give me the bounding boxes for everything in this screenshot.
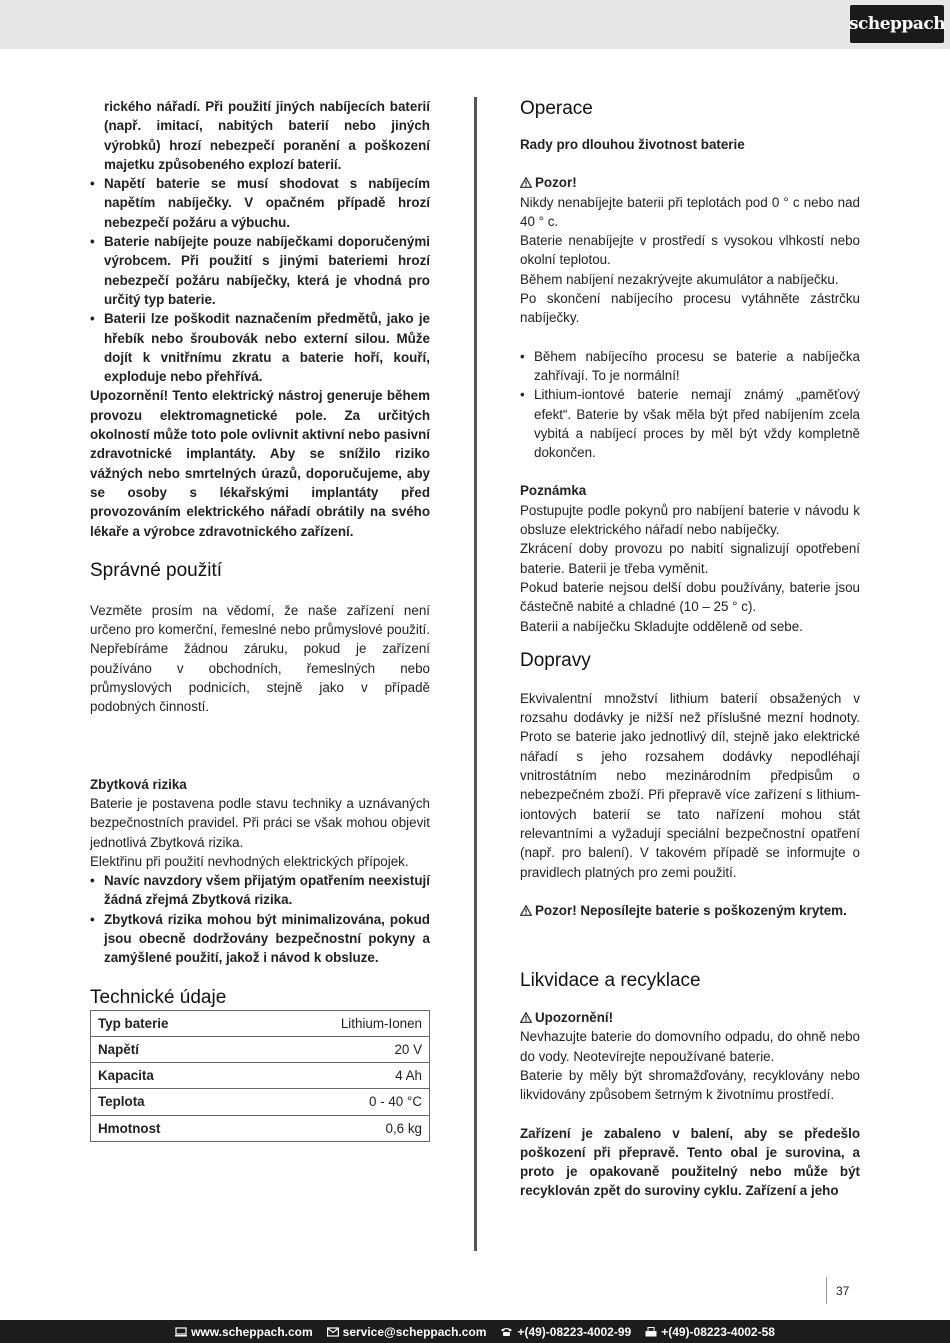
heading-technical-data: Technické údaje — [90, 986, 227, 1008]
footer-web[interactable]: www.scheppach.com — [175, 1325, 313, 1339]
page-number-rule — [826, 1277, 827, 1304]
heading-intended-use: Správné použití — [90, 559, 223, 581]
warning-triangle-icon — [520, 177, 532, 188]
residual-risks-list — [90, 871, 430, 967]
table-cell-value: 0 - 40 °C — [250, 1089, 430, 1115]
page-number: 37 — [836, 1284, 850, 1298]
table-cell-key: Hmotnost — [91, 1115, 250, 1141]
list-item: • Baterie nabíjejte pouze nabíječkami doporučenými výrobcem. Při použití s jinými bateriemi hrozí nebezpečí požáru nabíječky, která je vhodná pro určitý typ baterie. — [90, 232, 430, 309]
note-text: Zkrácení doby provozu po nabití signalizují opotřebení baterie. Baterii je třeba vyměnit. — [520, 541, 860, 576]
table-cell-value: 4 Ah — [250, 1063, 430, 1089]
heading-disposal: Likvidace a recyklace — [520, 970, 701, 992]
note-text: Postupujte podle pokynů pro nabíjení baterie v návodu k obsluze elektrického nářadí nebo nabíječky. — [520, 502, 860, 538]
table-row — [91, 1063, 430, 1089]
residual-risks-text-2: Elektřinu při použití nevhodných elektrických přípojek. — [90, 853, 409, 869]
note-label: Poznámka — [520, 483, 587, 499]
packaging-text: Zařízení je zabaleno v balení, aby se předešlo poškození při přepravě. Tento obal je surovina, a proto je opakovaně použitelný nebo může být recyklován zpět do suroviny cyklu. Zařízení a jeho — [520, 1125, 860, 1199]
header-bar — [0, 0, 950, 49]
warning-triangle-icon — [520, 1012, 532, 1023]
list-item: • Navíc navzdory všem přijatým opatřením neexistují žádná zřejmá Zbytková rizika. — [90, 871, 430, 910]
emf-warning: Upozornění! Tento elektrický nástroj generuje během provozu elektromagnetické pole. Za určitých okolností může toto pole ovlivnit aktivní nebo pasivní zdravotnické implantáty. Aby se snížilo riziko vážných nebo smrtelných úrazů, doporučujeme, aby se osoby s lékařskými implantáty před provozováním elektrického nářadí obrátily na svého lékaře a výrobce zdravotnického zařízení. — [90, 388, 431, 539]
email-icon — [327, 1327, 339, 1337]
caution-label: Pozor! — [520, 173, 860, 192]
table-cell-key: Teplota — [91, 1089, 250, 1115]
operation-text: Baterie nenabíjejte v prostředí s vysokou vlhkostí nebo okolní teplotou. — [520, 233, 860, 268]
table-row — [91, 1010, 430, 1036]
footer-phone[interactable]: +(49)-08223-4002-99 — [500, 1325, 631, 1339]
operation-bullet-list — [520, 347, 860, 463]
table-row — [91, 1036, 430, 1062]
brand-logo: scheppach — [850, 5, 944, 43]
right-column — [520, 97, 860, 1201]
heading-residual-risks: Zbytková rizika — [90, 776, 187, 792]
table-cell-value: 0,6 kg — [250, 1115, 430, 1141]
disposal-text: Nevhazujte baterie do domovního odpadu, do ohně nebo do vody. Neotevírejte nepoužívané baterie. — [520, 1029, 860, 1064]
list-item: • Baterii lze poškodit naznačením předmětů, jako je hřebík nebo šroubovák nebo externí silou. Může dojít k vnitřnímu zkratu a baterie hoří, kouří, exploduje nebo přehřívá. — [90, 309, 430, 386]
operation-text: Nikdy nenabíjejte baterii při teplotách pod 0 ° c nebo nad 40 ° c. — [520, 194, 860, 229]
disposal-text: Baterie by měly být shromažďovány, recyklovány nebo likvidovány způsobem šetrným k životnímu prostředí. — [520, 1067, 860, 1103]
residual-risks-text: Baterie je postavena podle stavu techniky a uznávaných bezpečnostních pravidel. Při práci se však mohou objevit jednotlivá Zbytková rizika. — [90, 795, 430, 850]
footer-email[interactable]: service@scheppach.com — [327, 1325, 487, 1339]
list-item: • Napětí baterie se musí shodovat s nabíjecím napětím nabíječky. V opačném případě hrozí nebezpečí požáru a výbuchu. — [90, 174, 430, 232]
technical-data-table — [90, 1010, 430, 1142]
battery-tips-subheading: Rady pro dlouhou životnost baterie — [520, 137, 745, 152]
intro-continuation: rického nářadí. Při použití jiných nabíjecích baterií (např. imitací, nabitých baterií nebo jiných výrobků) hrozí nebezpečí poranění a poškození majetku způsobeného explozí baterií. — [104, 99, 430, 172]
notice-label: Upozornění! — [520, 1008, 860, 1027]
footer-bar — [0, 1320, 950, 1343]
column-divider — [474, 97, 477, 1251]
table-row — [91, 1115, 430, 1141]
left-column — [90, 97, 430, 1142]
table-cell-value: 20 V — [250, 1036, 430, 1062]
list-item: • Lithium-iontové baterie nemají známý „paměťový efekt“. Baterie by však měla být před nabíjením zcela vybitá a nabíjecí proces by měl být vždy kompletně dokončen. — [520, 385, 860, 462]
fax-icon — [645, 1327, 657, 1337]
phone-icon — [500, 1327, 513, 1337]
heading-operation: Operace — [520, 98, 593, 119]
transport-text: Ekvivalentní množství lithium baterií obsažených v rozsahu dodávky je nižší než příslušné mezní hodnoty. Proto se baterie jako jednotlivý díl, stejně jako elektrické nářadí s jeho rozsahem dodávky nepodléhají vnitrostátním nebo mezinárodním předpisům o nebezpečném zboží. Při přepravě více zařízení s lithium-iontových baterií se tato nařízení mohou stát relevantními a vyžadují speciální bezpečnostní opatření (např. pro balení). V takovém případě se informujte o pravidlech platných pro zemi použití. — [520, 690, 860, 880]
table-cell-key: Typ baterie — [91, 1010, 250, 1036]
safety-bullet-list — [90, 174, 430, 386]
warning-triangle-icon — [520, 905, 532, 916]
operation-text: Během nabíjení nezakrývejte akumulátor a nabíječku. — [520, 271, 839, 287]
note-text: Pokud baterie nejsou delší dobu používány, baterie jsou částečně nabité a chladné (10 – 25 ° c). — [520, 579, 860, 615]
intended-use-text: Vezměte prosím na vědomí, že naše zařízení není určeno pro komerční, řemeslné nebo průmyslové použití. Nepřebíráme žádnou záruku, pokud je zařízení používáno v obchodních, řemeslných nebo průmyslových podnicích, stejně jako v případě podobných činností. — [90, 602, 430, 715]
table-cell-value: Lithium-Ionen — [250, 1010, 430, 1036]
list-item: • Během nabíjecího procesu se baterie a nabíječka zahřívají. To je normální! — [520, 347, 860, 386]
footer-fax[interactable]: +(49)-08223-4002-58 — [645, 1325, 775, 1339]
list-item: • Zbytková rizika mohou být minimalizována, pokud jsou obecně dodržovány bezpečnostní pokyny a zamýšlené použití, jakož i návod k obsluze. — [90, 910, 430, 968]
note-text: Baterii a nabíječku Skladujte odděleně od sebe. — [520, 618, 803, 634]
transport-warning: Pozor! Neposílejte baterie s poškozeným krytem. — [520, 901, 860, 920]
computer-icon — [175, 1327, 187, 1337]
table-row — [91, 1089, 430, 1115]
heading-transport: Dopravy — [520, 649, 591, 671]
operation-text: Po skončení nabíjecího procesu vytáhněte zástrčku nabíječky. — [520, 291, 860, 326]
table-cell-key: Kapacita — [91, 1063, 250, 1089]
table-cell-key: Napětí — [91, 1036, 250, 1062]
